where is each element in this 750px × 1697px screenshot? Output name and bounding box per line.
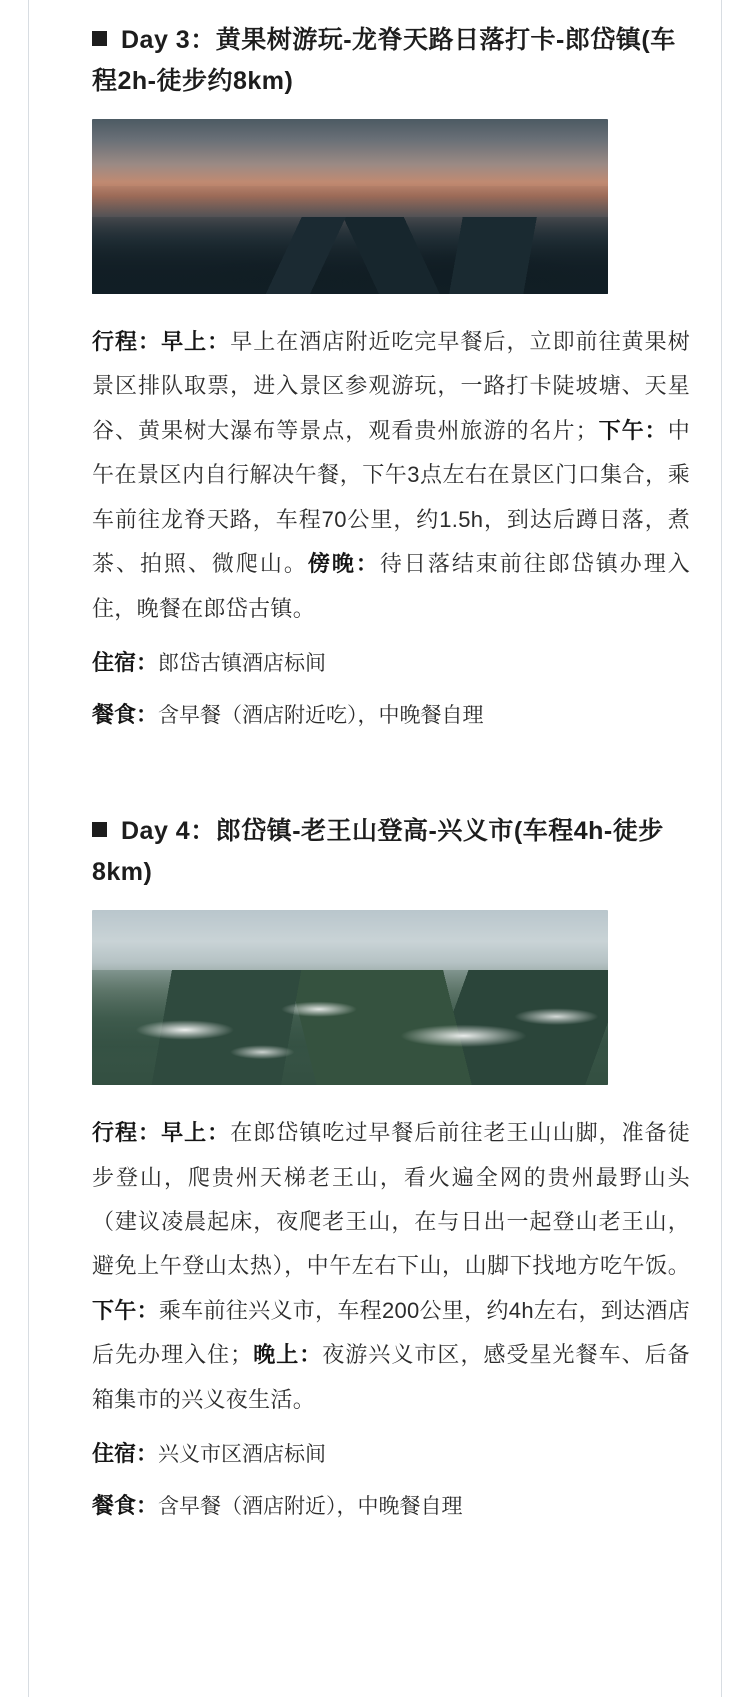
day-4-photo <box>92 910 608 1085</box>
day-3-morning-label: 早上： <box>161 329 231 354</box>
day-3-title-text: Day 3：黄果树游玩-龙脊天路日落打卡-郎岱镇(车程2h-徒步约8km) <box>92 26 676 95</box>
square-bullet-icon <box>92 822 107 837</box>
day-4-title <box>92 811 690 892</box>
day-3-itinerary-paragraph <box>92 320 690 631</box>
day-3-evening-text: 待日落结束前往郎岱镇办理入住，晚餐在郎岱古镇。 <box>92 551 691 621</box>
day-4-afternoon-text: 乘车前往兴义市，车程200公里，约4h左右，到达酒店后先办理入住； <box>92 1297 690 1368</box>
day-3-morning-text: 早上在酒店附近吃完早餐后，立即前往黄果树景区排队取票，进入景区参观游玩，一路打卡陡坡塘、天星谷、黄果树大瀑布等景点，观看贵州旅游的名片； <box>92 329 690 443</box>
day-3-itinerary-label: 行程： <box>92 329 162 354</box>
day-3-title <box>92 20 690 101</box>
day-4-evening-text: 夜游兴义市区，感受星光餐车、后备箱集市的兴义夜生活。 <box>92 1342 690 1412</box>
day-3-lodging-line <box>92 641 690 685</box>
day-3-afternoon-text: 中午在景区内自行解决午餐，下午3点左右在景区门口集合，乘车前往龙脊天路，车程70公里，约1.5h，到达后蹲日落，煮茶、拍照、微爬山。 <box>92 417 690 577</box>
day-3-afternoon-label: 下午： <box>597 417 668 443</box>
day-4-lodging-label: 住宿： <box>92 1441 159 1467</box>
day-3-evening-label: 傍晚： <box>307 551 380 577</box>
bottom-spacer <box>92 1536 690 1562</box>
day-4-evening-label: 晚上： <box>252 1342 323 1368</box>
day-4-title-text: Day 4：郎岱镇-老王山登高-兴义市(车程4h-徒步8km) <box>92 817 664 886</box>
day-3-meals-label: 餐食： <box>92 702 159 728</box>
day-4-afternoon-label: 下午： <box>92 1297 159 1323</box>
day-4-meals-text: 含早餐（酒店附近），中晚餐自理 <box>158 1495 463 1519</box>
day-3-meals-line <box>92 693 690 737</box>
day-3-lodging-label: 住宿： <box>92 650 159 676</box>
day-4-lodging-line <box>92 1432 690 1476</box>
day-section-3 <box>92 0 690 737</box>
day-4-meals-label: 餐食： <box>92 1493 159 1519</box>
day-3-photo <box>92 119 608 294</box>
day-4-meals-line <box>92 1484 690 1528</box>
day-4-morning-label: 早上： <box>161 1120 231 1146</box>
square-bullet-icon <box>92 31 107 46</box>
day-3-lodging-text: 郎岱古镇酒店标间 <box>158 652 327 676</box>
day-section-4 <box>92 745 690 1562</box>
day-4-lodging-text: 兴义市区酒店标间 <box>158 1443 327 1467</box>
day-4-itinerary-label: 行程： <box>92 1120 162 1146</box>
day-3-meals-text: 含早餐（酒店附近吃），中晚餐自理 <box>158 704 484 728</box>
day-4-itinerary-paragraph <box>92 1111 690 1422</box>
day-4-morning-text: 在郎岱镇吃过早餐后前往老王山山脚，准备徒步登山，爬贵州天梯老王山，看火遍全网的贵州最野山头（建议凌晨起床，夜爬老王山，在与日出一起登山老王山，避免上午登山太热），中午左右下山，山脚下找地方吃午饭。 <box>92 1120 690 1279</box>
